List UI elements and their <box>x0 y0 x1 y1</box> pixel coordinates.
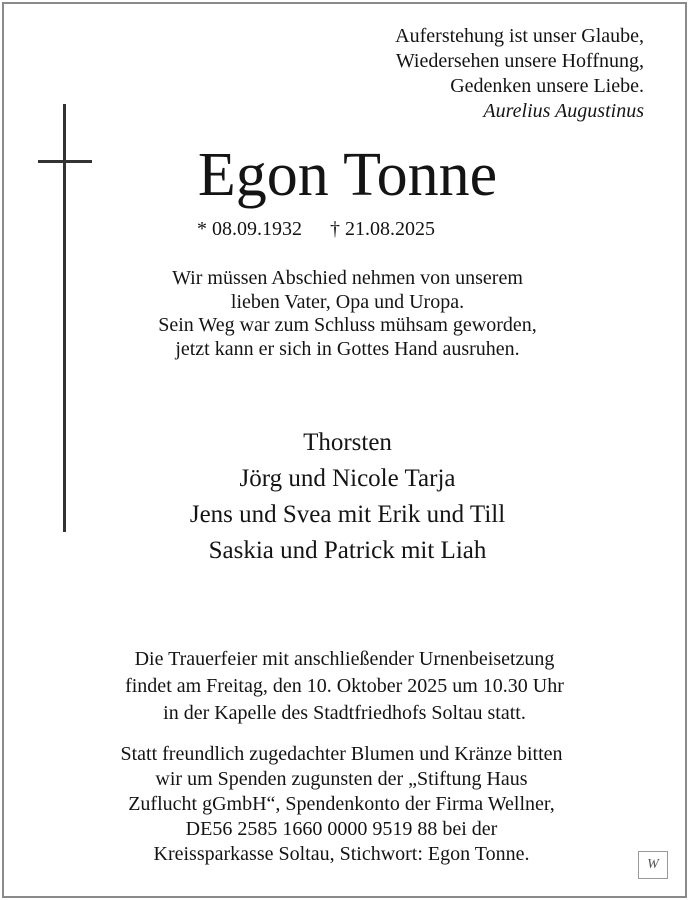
donation-request <box>0 742 689 867</box>
quote-line: Auferstehung ist unser Glaube, <box>395 25 644 47</box>
family-line: Thorsten <box>303 429 392 456</box>
farewell-line: jetzt kann er sich in Gottes Hand ausruhen. <box>175 337 520 360</box>
publisher-logo-text: W <box>647 857 659 872</box>
donation-line: DE56 2585 1660 0000 9519 88 bei der <box>185 818 498 840</box>
quote-line: Wiedersehen unsere Hoffnung, <box>395 50 644 72</box>
donation-line: Kreissparkasse Soltau, Stichwort: Egon Tonne. <box>153 843 530 865</box>
service-line: in der Kapelle des Stadtfriedhofs Soltau statt. <box>163 702 526 724</box>
family-line: Jörg und Nicole Tarja <box>239 465 456 492</box>
farewell-line: Wir müssen Abschied nehmen von unserem <box>172 267 523 289</box>
donation-line: Zuflucht gGmbH“, Spendenkonto der Firma Wellner, <box>128 793 555 815</box>
death-date: † 21.08.2025 <box>330 218 435 240</box>
life-dates <box>197 215 435 243</box>
family-line: Jens und Svea mit Erik und Till <box>189 501 506 528</box>
farewell-line: lieben Vater, Opa und Uropa. <box>230 290 465 313</box>
quote-author: Aurelius Augustinus <box>483 100 644 122</box>
service-line: Die Trauerfeier mit anschließender Urnenbeisetzung <box>134 648 555 670</box>
birth-date: * 08.09.1932 <box>197 218 302 240</box>
donation-line: wir um Spenden zugunsten der „Stiftung Haus <box>155 768 528 790</box>
farewell-text <box>0 267 689 361</box>
quote-line: Gedenken unsere Liebe. <box>450 75 644 97</box>
donation-line: Statt freundlich zugedachter Blumen und Kränze bitten <box>120 743 563 765</box>
publisher-logo-icon <box>638 851 668 879</box>
deceased-name-text: Egon Tonne <box>197 141 498 209</box>
family-names <box>0 425 689 569</box>
service-line: findet am Freitag, den 10. Oktober 2025 um 10.30 Uhr <box>125 675 564 697</box>
funeral-service-info <box>0 646 689 727</box>
farewell-line: Sein Weg war zum Schluss mühsam geworden, <box>158 314 537 336</box>
deceased-name <box>0 140 689 210</box>
epitaph-quote <box>395 24 644 124</box>
family-line: Saskia und Patrick mit Liah <box>208 537 487 564</box>
